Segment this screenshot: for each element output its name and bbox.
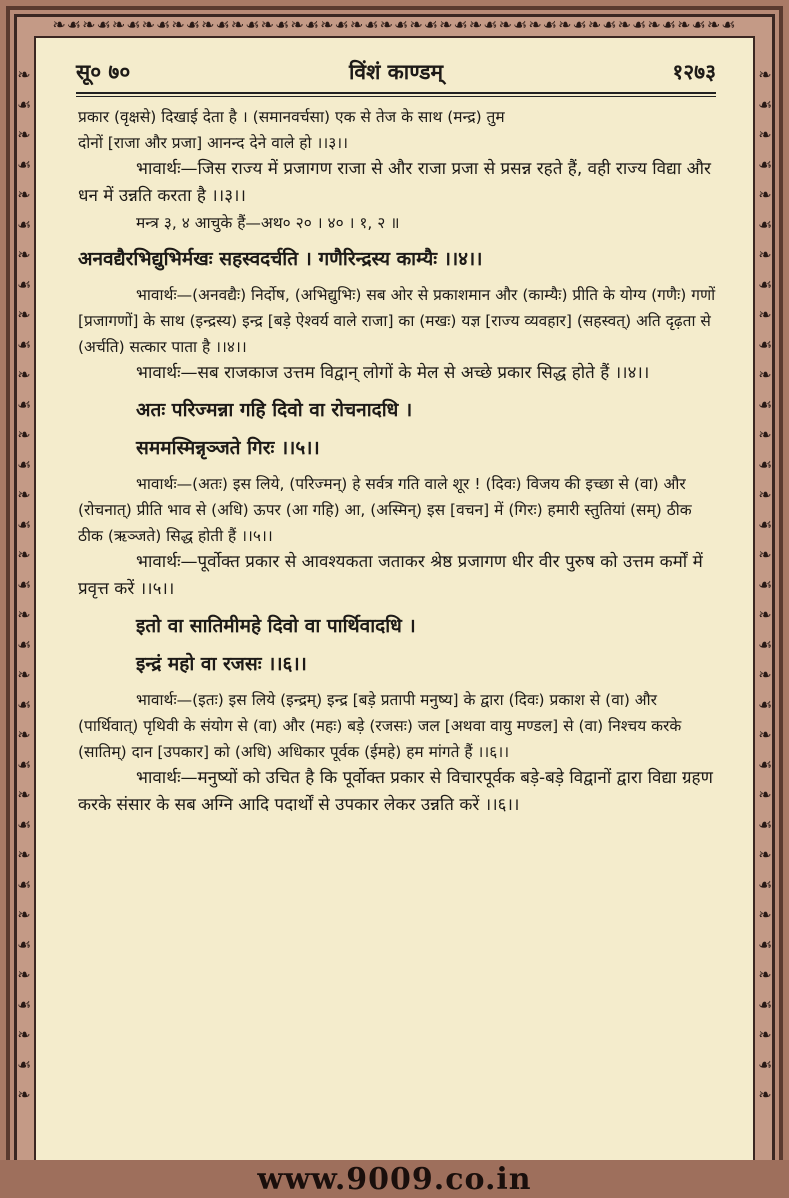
- mantra-verse: इतो वा सातिमीमहे दिवो वा पार्थिवादधि ।: [136, 615, 416, 637]
- right-scroll-ornament: ❧ ☙ ❧ ☙ ❧ ☙ ❧ ☙ ❧ ☙ ❧ ☙ ❧ ☙ ❧ ☙ ❧ ☙ ❧ ☙ ❧ ☙ ❧ ☙ ❧ ☙ ❧ ☙ ❧ ☙ ❧ ☙ ❧ ☙ ❧: [758, 65, 772, 1104]
- bhavarth-paragraph: भावार्थः—मनुष्यों को उचित है कि पूर्वोक्त प्रकार से विचारपूर्वक बड़े-बड़े विद्वानों द्वारा विद्या ग्रहण करके संसार के सब अग्नि आदि पदार्थों से उपकार लेकर उन्नति करें ।।६।।: [78, 768, 713, 815]
- padarth-paragraph: भावार्थः—(अनवद्यैः) निर्दोष, (अभिद्युभिः) सब ओर से प्रकाशमान और (काम्यैः) प्रीति के योग्य (गणैः) गणों [प्रजागणों] के साथ (इन्द्रस्य) इन्द्र [बड़े ऐश्वर्य वाले राजा] का (मखः) यज्ञ [राज्य व्यवहार] (सहस्वत्) अति दृढ़ता से (अर्चति) सत्कार पाता है ।।४।।: [78, 286, 716, 356]
- text-line: प्रकार (वृक्षसे) दिखाई देता है । (समानवर्चसा) एक से तेज के साथ (मन्द्र) तुम: [78, 108, 505, 126]
- left-scroll-ornament: ❧ ☙ ❧ ☙ ❧ ☙ ❧ ☙ ❧ ☙ ❧ ☙ ❧ ☙ ❧ ☙ ❧ ☙ ❧ ☙ ❧ ☙ ❧ ☙ ❧ ☙ ❧ ☙ ❧ ☙ ❧ ☙ ❧ ☙ ❧: [17, 65, 31, 1104]
- kanda-title: विंशं काण्डम्: [348, 60, 444, 84]
- header-rule-thick: [76, 92, 716, 94]
- footer-band: [0, 1160, 789, 1198]
- header-rule-thin: [76, 96, 716, 97]
- mantra-verse: सममस्मिन्नृञ्जते गिरः ।।५।।: [136, 437, 320, 459]
- padarth-paragraph: भावार्थः—(अतः) इस लिये, (परिज्मन्) हे सर्वत्र गति वाले शूर ! (दिवः) विजय की इच्छा से (वा) और (रोचनात्) प्रीति भाव से (अधि) ऊपर (आ गहि) आ, (अस्मिन्) इस [वचन] में (गिरः) हमारी स्तुतियां (सम्) ठीक ठीक (ऋञ्जते) सिद्ध होती हैं ।।५।।: [78, 475, 692, 545]
- mantra-verse: अनवद्यैरभिद्युभिर्मखः सहस्वदर्चति । गणैरिन्द्रस्य काम्यैः ।।४।।: [78, 248, 483, 270]
- bhavarth-paragraph: भावार्थः—सब राजकाज उत्तम विद्वान् लोगों के मेल से अच्छे प्रकार सिद्ध होते हैं ।।४।।: [136, 363, 650, 383]
- page-content: [78, 104, 718, 819]
- mantra-verse: अतः परिज्मन्ना गहि दिवो वा रोचनादधि ।: [136, 399, 413, 421]
- text-line: दोनों [राजा और प्रजा] आनन्द देने वाले हो ।।३।।: [78, 134, 349, 152]
- book-page: [34, 36, 755, 1162]
- padarth-paragraph: भावार्थः—(इतः) इस लिये (इन्द्रम्) इन्द्र [बड़े प्रतापी मनुष्य] के द्वारा (दिवः) प्रकाश से (वा) और (पार्थिवात्) पृथिवी के संयोग से (वा) और (महः) बड़े (रजसः) जल [अथवा वायु मण्डल] से (वा) निश्चय करके (सातिम्) दान [उपकार] को (अधि) अधिकार पूर्वक (ईमहे) हम मांगते हैं ।।६।।: [78, 691, 682, 761]
- reference-line: मन्त्र ३, ४ आचुके हैं—अथ० २० । ४० । १, २ ॥: [136, 214, 400, 232]
- bhavarth-paragraph: भावार्थः—पूर्वोक्त प्रकार से आवश्यकता जताकर श्रेष्ठ प्रजागण धीर वीर पुरुष को उत्तम कर्मों में प्रवृत्त करें ।।५।।: [78, 552, 703, 599]
- bhavarth-paragraph: भावार्थः—जिस राज्य में प्रजागण राजा से और राजा प्रजा से प्रसन्न रहते हैं, वही राज्य विद्या और धन में उन्नति करता है ।।३।।: [78, 159, 711, 206]
- website-link[interactable]: www.9009.co.in: [257, 1162, 532, 1197]
- mantra-verse: इन्द्रं महो वा रजसः ।।६।।: [136, 653, 307, 675]
- sukta-number: सू० ७०: [76, 60, 131, 84]
- page-header: [76, 58, 716, 88]
- top-scroll-ornament: ❧☙❧☙❧☙❧☙❧☙❧☙❧☙❧☙❧☙❧☙❧☙❧☙❧☙❧☙❧☙❧☙❧☙❧☙❧☙❧☙❧☙❧☙❧☙: [52, 18, 737, 32]
- page-number: १२७३: [672, 60, 716, 84]
